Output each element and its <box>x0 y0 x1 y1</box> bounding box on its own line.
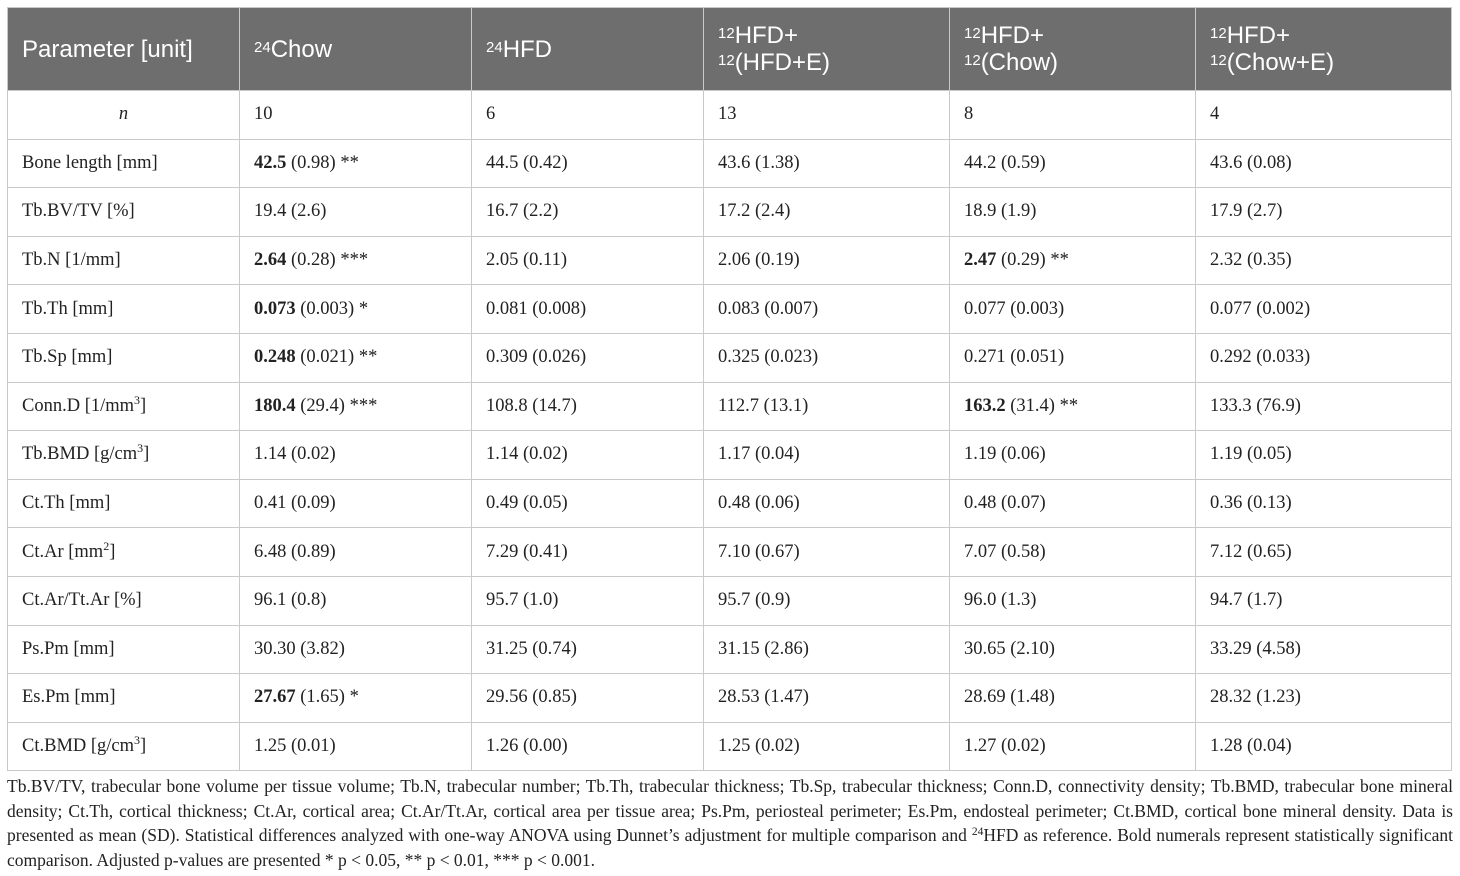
parameter-cell: Tb.BMD $[g/cm^3]$ <box>8 431 240 480</box>
value-cell: 0.325 (0.023) <box>704 333 950 382</box>
value-cell: 19.4 (2.6) <box>240 188 472 237</box>
value-cell: 30.65 (2.10) <box>950 625 1196 674</box>
value-cell: 13 <box>704 91 950 140</box>
table-footnote: Tb.BV/TV, trabecular bone volume per tissue volume; Tb.N, trabecular number; Tb.Th, trabecular thickness; Tb.Sp, trabecular thickness; Conn.D, connectivity density; Tb.BMD, trabecular bone mineral density; Ct.Th, cortical thickness; Ct.Ar, cortical area; Ct.Ar/Tt.Ar, cortical area per tissue area; Ps.Pm, periosteal perimeter; Es.Pm, endosteal perimeter; Ct.BMD, cortical bone mineral density. Data is presented as mean (SD). Statistical differences analyzed with one-way ANOVA using Dunnet’s adjustment for multiple comparison and $^{24}$HFD as reference. Bold numerals represent statistically significant comparison. Adjusted p-values are presented * p < 0.05, ** p < 0.01, *** p < 0.001. <box>7 776 1454 870</box>
header-hfd-chowe: $^{12}$HFD+ $^{12}$(Chow+E) <box>1196 8 1452 91</box>
value-cell: 0.081 (0.008) <box>472 285 704 334</box>
value-cell: 95.7 (1.0) <box>472 576 704 625</box>
table-row <box>8 576 1452 625</box>
value-cell: 7.10 (0.67) <box>704 528 950 577</box>
value-cell: 44.5 (0.42) <box>472 139 704 188</box>
table-row <box>8 333 1452 382</box>
value-cell: 44.2 (0.59) <box>950 139 1196 188</box>
value-cell: 33.29 (4.58) <box>1196 625 1452 674</box>
value-cell: 180.4 (29.4) *** <box>240 382 472 431</box>
value-cell: 1.17 (0.04) <box>704 431 950 480</box>
parameter-cell: Tb.Sp [mm] <box>8 333 240 382</box>
parameter-cell: Tb.Th [mm] <box>8 285 240 334</box>
value-cell: 28.53 (1.47) <box>704 674 950 723</box>
value-cell: 94.7 (1.7) <box>1196 576 1452 625</box>
parameter-cell: Tb.BV/TV [%] <box>8 188 240 237</box>
value-cell: 95.7 (0.9) <box>704 576 950 625</box>
parameter-cell: Ps.Pm [mm] <box>8 625 240 674</box>
value-cell: 2.47 (0.29) ** <box>950 236 1196 285</box>
value-cell: 1.14 (0.02) <box>240 431 472 480</box>
value-cell: 0.083 (0.007) <box>704 285 950 334</box>
parameter-cell: Ct.Th [mm] <box>8 479 240 528</box>
value-cell: 7.07 (0.58) <box>950 528 1196 577</box>
table-row <box>8 285 1452 334</box>
value-cell: 0.271 (0.051) <box>950 333 1196 382</box>
data-table <box>7 7 1452 771</box>
table-row <box>8 139 1452 188</box>
table-row <box>8 431 1452 480</box>
parameter-cell: Bone length [mm] <box>8 139 240 188</box>
value-cell: 7.29 (0.41) <box>472 528 704 577</box>
header-hfd-chow: $^{12}$HFD+ $^{12}$(Chow) <box>950 8 1196 91</box>
table-row <box>8 625 1452 674</box>
value-cell: 112.7 (13.1) <box>704 382 950 431</box>
value-cell: 17.2 (2.4) <box>704 188 950 237</box>
table-row <box>8 236 1452 285</box>
value-cell: 0.48 (0.07) <box>950 479 1196 528</box>
value-cell: 27.67 (1.65) * <box>240 674 472 723</box>
value-cell: 2.64 (0.28) *** <box>240 236 472 285</box>
value-cell: 0.309 (0.026) <box>472 333 704 382</box>
parameter-cell: Es.Pm [mm] <box>8 674 240 723</box>
table-row <box>8 188 1452 237</box>
table-row <box>8 722 1452 771</box>
table-row <box>8 528 1452 577</box>
value-cell: 2.05 (0.11) <box>472 236 704 285</box>
value-cell: 0.077 (0.003) <box>950 285 1196 334</box>
value-cell: 10 <box>240 91 472 140</box>
value-cell: 96.1 (0.8) <box>240 576 472 625</box>
value-cell: 29.56 (0.85) <box>472 674 704 723</box>
value-cell: 4 <box>1196 91 1452 140</box>
value-cell: 1.25 (0.01) <box>240 722 472 771</box>
value-cell: 28.69 (1.48) <box>950 674 1196 723</box>
header-hfd-hfde: $^{12}$HFD+ $^{12}$(HFD+E) <box>704 8 950 91</box>
value-cell: 6.48 (0.89) <box>240 528 472 577</box>
table-row <box>8 674 1452 723</box>
value-cell: 42.5 (0.98) ** <box>240 139 472 188</box>
value-cell: 0.292 (0.033) <box>1196 333 1452 382</box>
parameter-cell: Tb.N [1/mm] <box>8 236 240 285</box>
value-cell: 0.49 (0.05) <box>472 479 704 528</box>
value-cell: 1.19 (0.06) <box>950 431 1196 480</box>
value-cell: 133.3 (76.9) <box>1196 382 1452 431</box>
parameter-cell: Ct.Ar/Tt.Ar [%] <box>8 576 240 625</box>
value-cell: 1.28 (0.04) <box>1196 722 1452 771</box>
value-cell: 96.0 (1.3) <box>950 576 1196 625</box>
value-cell: 28.32 (1.23) <box>1196 674 1452 723</box>
value-cell: 30.30 (3.82) <box>240 625 472 674</box>
value-cell: 31.15 (2.86) <box>704 625 950 674</box>
value-cell: 0.077 (0.002) <box>1196 285 1452 334</box>
value-cell: 1.19 (0.05) <box>1196 431 1452 480</box>
value-cell: 31.25 (0.74) <box>472 625 704 674</box>
value-cell: 0.36 (0.13) <box>1196 479 1452 528</box>
header-24chow: $^{24}$Chow <box>240 8 472 91</box>
value-cell: 108.8 (14.7) <box>472 382 704 431</box>
value-cell: 2.06 (0.19) <box>704 236 950 285</box>
value-cell: 163.2 (31.4) ** <box>950 382 1196 431</box>
value-cell: 0.41 (0.09) <box>240 479 472 528</box>
value-cell: 43.6 (0.08) <box>1196 139 1452 188</box>
table-row <box>8 479 1452 528</box>
parameter-cell: Conn.D $[1/mm^3]$ <box>8 382 240 431</box>
value-cell: 18.9 (1.9) <box>950 188 1196 237</box>
value-cell: 43.6 (1.38) <box>704 139 950 188</box>
table-row <box>8 91 1452 140</box>
parameter-cell: n <box>8 91 240 140</box>
value-cell: 0.248 (0.021) ** <box>240 333 472 382</box>
header-parameter: Parameter [unit] <box>8 8 240 91</box>
value-cell: 6 <box>472 91 704 140</box>
value-cell: 1.25 (0.02) <box>704 722 950 771</box>
value-cell: 1.14 (0.02) <box>472 431 704 480</box>
parameter-cell: Ct.BMD $[g/cm^3]$ <box>8 722 240 771</box>
value-cell: 7.12 (0.65) <box>1196 528 1452 577</box>
value-cell: 1.26 (0.00) <box>472 722 704 771</box>
value-cell: 2.32 (0.35) <box>1196 236 1452 285</box>
value-cell: 16.7 (2.2) <box>472 188 704 237</box>
value-cell: 0.073 (0.003) * <box>240 285 472 334</box>
header-24hfd: $^{24}$HFD <box>472 8 704 91</box>
value-cell: 17.9 (2.7) <box>1196 188 1452 237</box>
header-row <box>8 8 1452 91</box>
value-cell: 1.27 (0.02) <box>950 722 1196 771</box>
value-cell: 8 <box>950 91 1196 140</box>
value-cell: 0.48 (0.06) <box>704 479 950 528</box>
parameter-cell: Ct.Ar $[mm^2]$ <box>8 528 240 577</box>
table-row <box>8 382 1452 431</box>
